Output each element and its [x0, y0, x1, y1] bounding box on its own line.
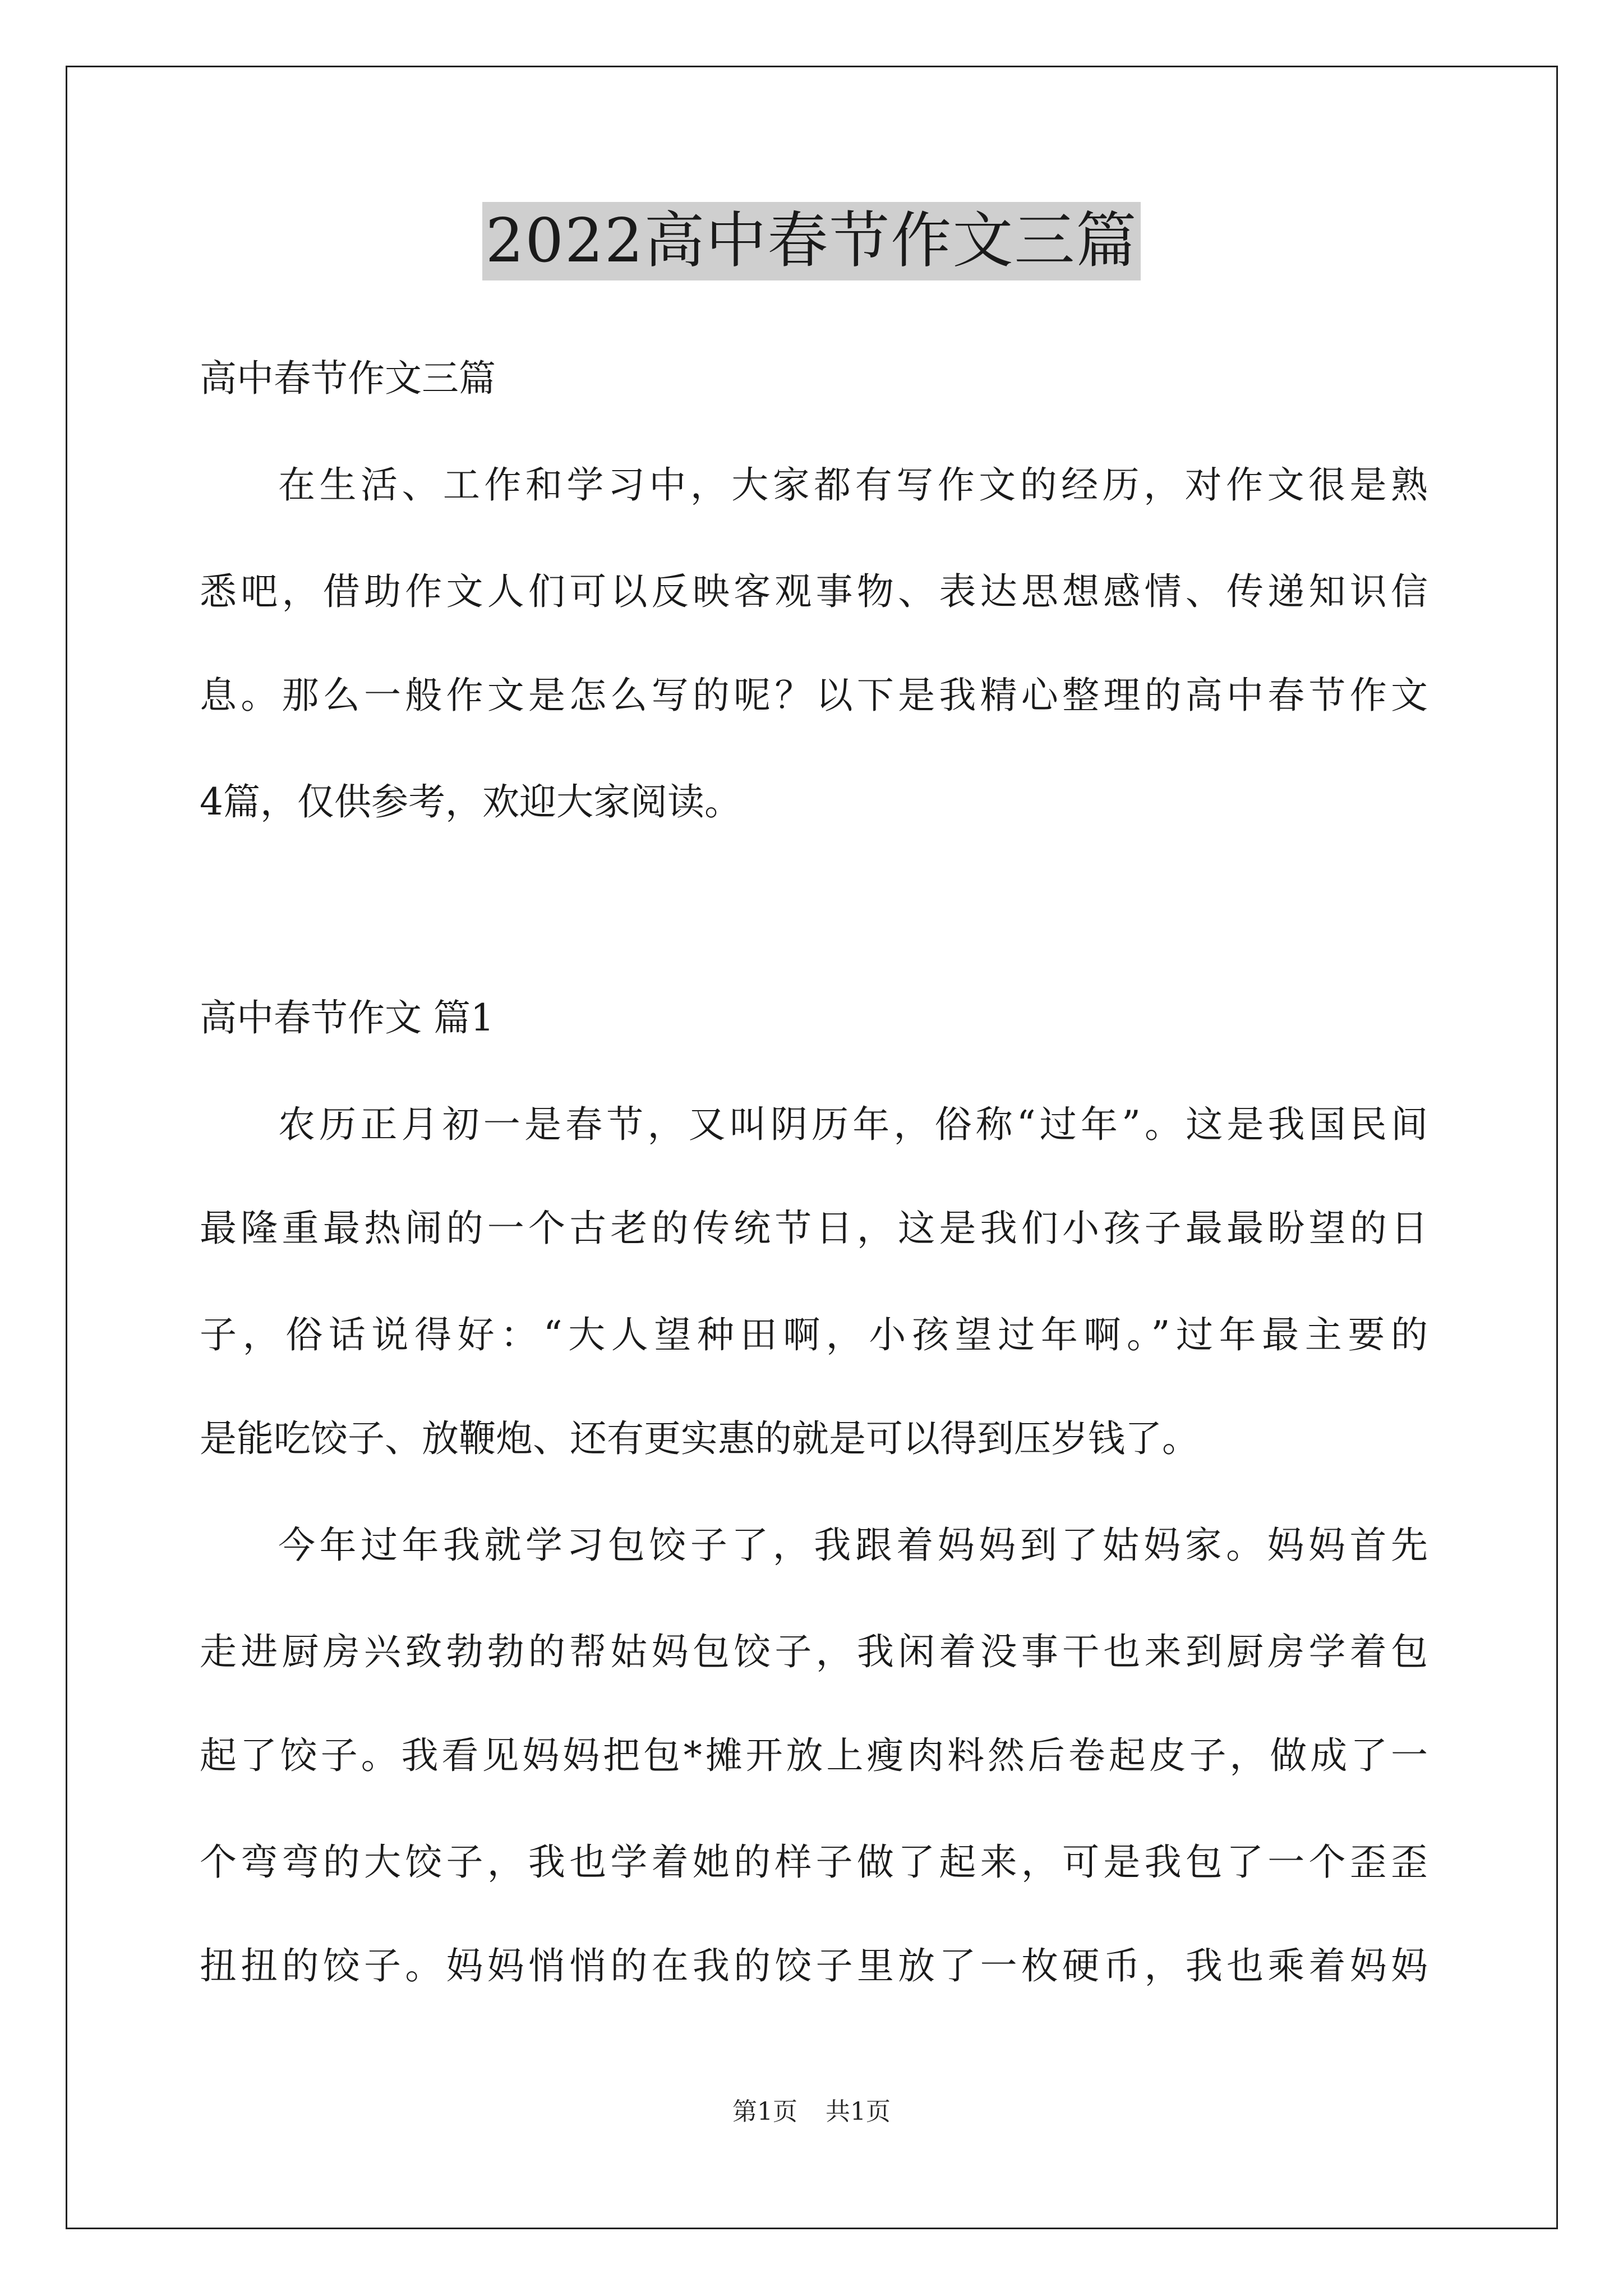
section-heading: 高中春节作文 篇1 [200, 996, 494, 1039]
paragraph-line: 今年过年我就学习包饺子了，我跟着妈妈到了姑妈家。妈妈首先 [278, 1524, 1428, 1567]
paragraph-line: 个弯弯的大饺子，我也学着她的样子做了起来，可是我包了一个歪歪 [200, 1841, 1428, 1884]
paragraph-line: 是能吃饺子、放鞭炮、还有更实惠的就是可以得到压岁钱了。 [200, 1417, 1199, 1460]
paragraph-line: 走进厨房兴致勃勃的帮姑妈包饺子，我闲着没事干也来到厨房学着包 [200, 1630, 1428, 1673]
paragraph-line: 起了饺子。我看见妈妈把包*摊开放上瘦肉料然后卷起皮子，做成了一 [200, 1734, 1428, 1777]
title-container [0, 202, 1623, 280]
paragraph-line: 农历正月初一是春节，又叫阴历年，俗称“过年”。这是我国民间 [278, 1103, 1428, 1146]
paragraph-line: 最隆重最热闹的一个古老的传统节日，这是我们小孩子最最盼望的日 [200, 1207, 1428, 1250]
intro-line: 在生活、工作和学习中，大家都有写作文的经历，对作文很是熟 [278, 463, 1428, 507]
paragraph-line: 扭扭的饺子。妈妈悄悄的在我的饺子里放了一枚硬币，我也乘着妈妈 [200, 1944, 1428, 1987]
page-total: 共1页 [826, 2097, 891, 2126]
intro-line: 息。那么一般作文是怎么写的呢？以下是我精心整理的高中春节作文 [200, 674, 1428, 717]
subtitle: 高中春节作文三篇 [200, 357, 496, 400]
document-title: 2022高中春节作文三篇 [482, 202, 1141, 280]
intro-line: 4篇，仅供参考，欢迎大家阅读。 [200, 780, 741, 823]
page-number: 第1页 [732, 2097, 797, 2126]
intro-line: 悉吧，借助作文人们可以反映客观事物、表达思想感情、传递知识信 [200, 570, 1428, 613]
paragraph-line: 子，俗话说得好：“大人望种田啊，小孩望过年啊。”过年最主要的 [200, 1313, 1428, 1356]
page-footer [0, 2095, 1623, 2129]
